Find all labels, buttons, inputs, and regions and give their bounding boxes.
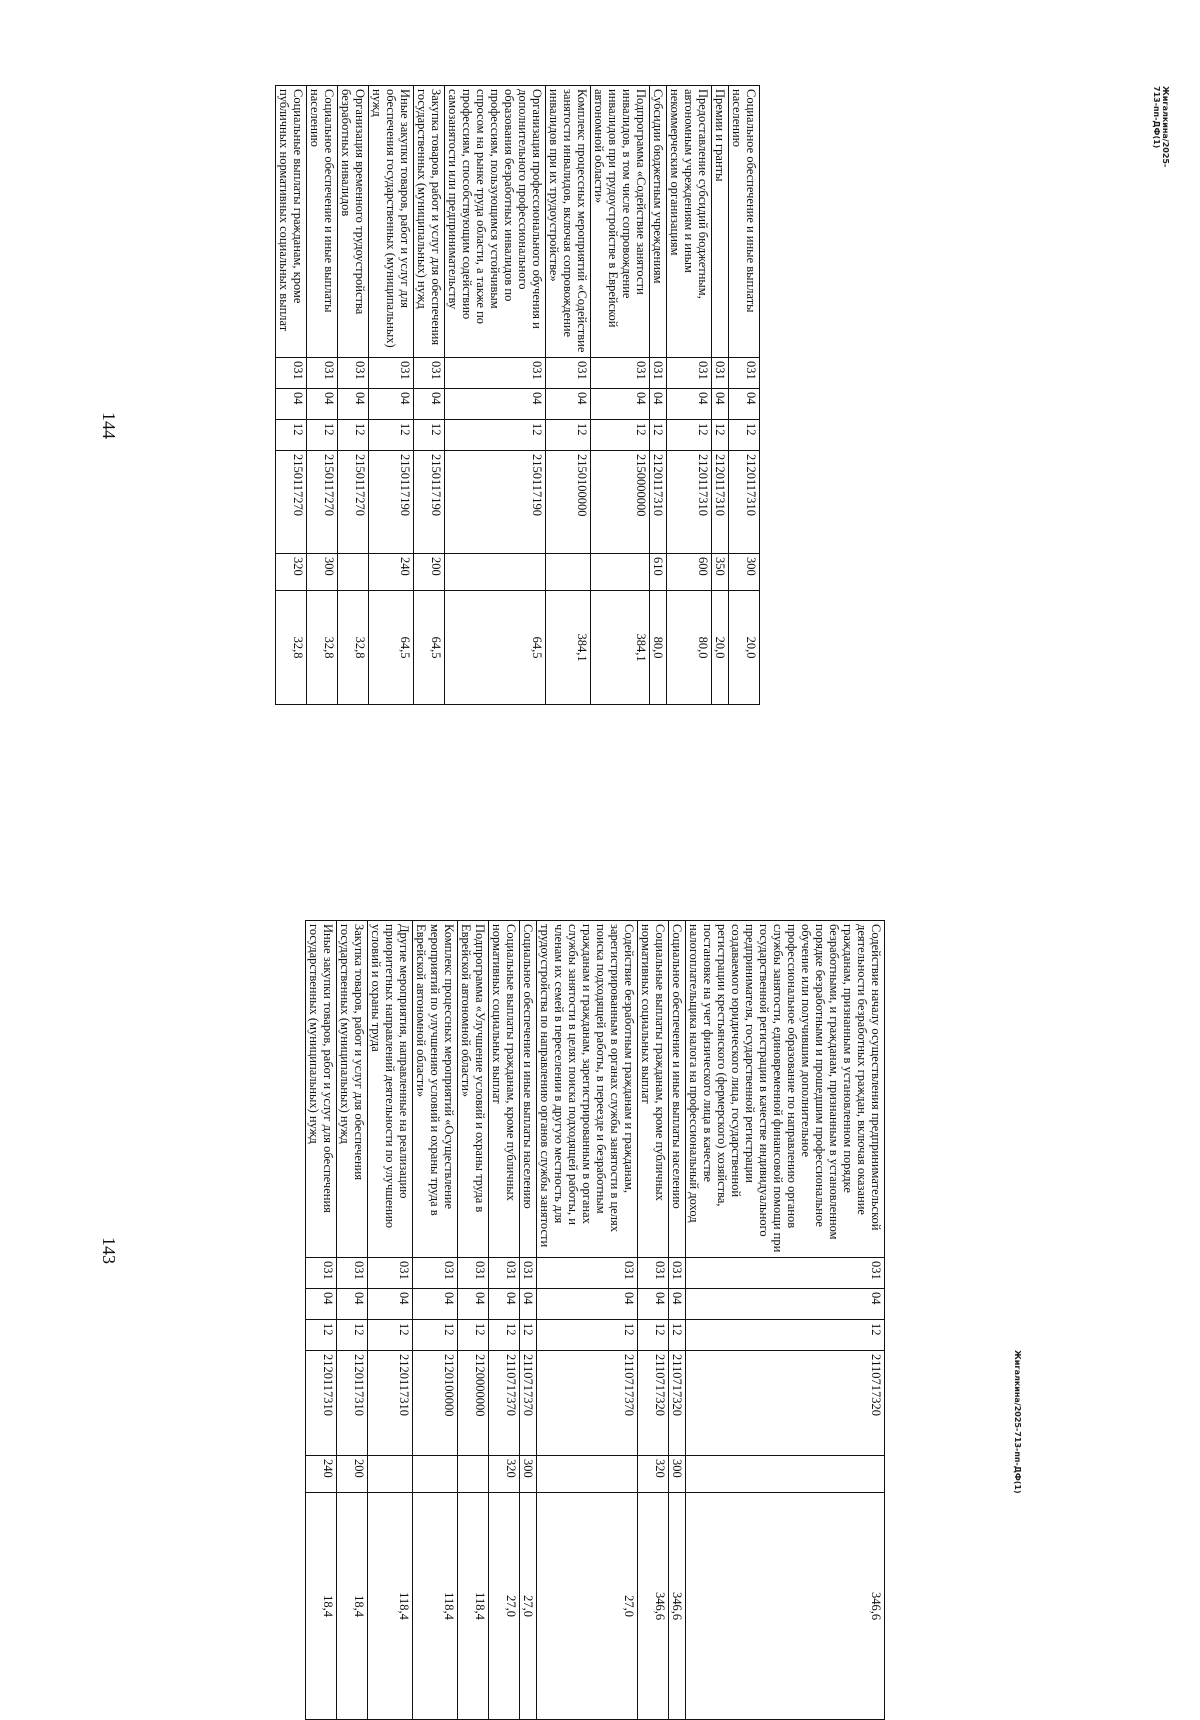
section-code-cell: 04 (413, 1289, 458, 1320)
table-row (338, 86, 369, 705)
table-row (591, 86, 650, 705)
section-code-cell: 04 (686, 1289, 885, 1320)
expense-type-cell: 300 (307, 554, 338, 591)
ved-code-cell: 031 (276, 358, 307, 389)
expense-type-cell (368, 1456, 413, 1493)
expense-type-cell (338, 554, 369, 591)
section-code-cell: 04 (537, 1289, 638, 1320)
amount-cell: 346,6 (686, 1493, 885, 1720)
ved-code-cell: 031 (591, 358, 650, 389)
row-name-cell: Социальное обеспечение и иные выплаты населению (669, 921, 686, 1258)
expense-type-cell: 350 (712, 554, 729, 591)
amount-cell: 80,0 (667, 591, 712, 705)
budget-table-page-144 (100, 85, 760, 705)
amount-cell: 346,6 (638, 1493, 669, 1720)
section-code-cell: 04 (276, 389, 307, 420)
budget-table (275, 85, 760, 705)
table-row (546, 86, 591, 705)
table-row (520, 921, 537, 1720)
subsection-code-cell: 12 (489, 1320, 520, 1351)
ved-code-cell: 031 (546, 358, 591, 389)
row-name-cell: Социальное обеспечение и иные выплаты населению (307, 86, 338, 358)
amount-cell: 384,1 (546, 591, 591, 705)
row-name-cell: Иные закупки товаров, работ и услуг для обеспечения государственных (муниципальных) нужд (306, 921, 337, 1258)
ved-code-cell: 031 (413, 1258, 458, 1289)
amount-cell: 18,4 (337, 1493, 368, 1720)
row-name-cell: Иные закупки товаров, работ и услуг для обеспечения государственных (муниципальных) нужд (369, 86, 414, 358)
footer-code: Жигалкина/2025-713-пп-ДФ(1) (1152, 86, 1170, 168)
row-name-cell: Предоставление субсидий бюджетным, автономным учреждениям и иным некоммерческим организациям (667, 86, 712, 358)
budget-table-page-143 (115, 920, 885, 1720)
row-name-cell: Содействие безработным гражданам и гражданам, зарегистрированным в органах службы занятости в целях поиска подходящей работы, в переезде и безработным гражданам и гражданам, зарегистрированным в органах службы занятости в целях поиска подходящей работы, и членам их семей в переселении в другую местность для трудоустройства по направлению органов службы занятости (537, 921, 638, 1258)
amount-cell: 27,0 (537, 1493, 638, 1720)
expense-type-cell: 320 (276, 554, 307, 591)
table-row (307, 86, 338, 705)
section-code-cell: 04 (520, 1289, 537, 1320)
table-row (537, 921, 638, 1720)
table-row (276, 86, 307, 705)
target-article-cell: 2150117270 (307, 451, 338, 554)
target-article-cell: 2150117190 (414, 451, 445, 554)
expense-type-cell (413, 1456, 458, 1493)
subsection-code-cell: 12 (537, 1320, 638, 1351)
expense-type-cell: 320 (638, 1456, 669, 1493)
amount-cell: 64,5 (414, 591, 445, 705)
row-name-cell: Закупка товаров, работ и услуг для обеспечения государственных (муниципальных) нужд (414, 86, 445, 358)
row-name-cell: Закупка товаров, работ и услуг для обеспечения государственных (муниципальных) нужд (337, 921, 368, 1258)
subsection-code-cell: 12 (307, 420, 338, 451)
ved-code-cell: 031 (306, 1258, 337, 1289)
subsection-code-cell: 12 (276, 420, 307, 451)
amount-cell: 32,8 (276, 591, 307, 705)
target-article-cell: 2120117310 (650, 451, 667, 554)
row-name-cell: Подпрограмма «Содействие занятости инвалидов, в том числе сопровождение инвалидов при трудоустройстве в Еврейской автономной области» (591, 86, 650, 358)
table-row (458, 921, 489, 1720)
subsection-code-cell: 12 (458, 1320, 489, 1351)
amount-cell: 346,6 (669, 1493, 686, 1720)
expense-type-cell: 610 (650, 554, 667, 591)
table-row (638, 921, 669, 1720)
ved-code-cell: 031 (337, 1258, 368, 1289)
table-row (729, 86, 760, 705)
target-article-cell: 2150100000 (546, 451, 591, 554)
subsection-code-cell: 12 (669, 1320, 686, 1351)
ved-code-cell: 031 (489, 1258, 520, 1289)
ved-code-cell: 031 (537, 1258, 638, 1289)
target-article-cell: 2110717370 (520, 1351, 537, 1456)
row-name-cell: Другие мероприятия, направленные на реализацию приоритетных направлений деятельности по улучшению условий и охраны труда (368, 921, 413, 1258)
target-article-cell: 2120117310 (729, 451, 760, 554)
subsection-code-cell: 12 (638, 1320, 669, 1351)
subsection-code-cell: 12 (729, 420, 760, 451)
table-row (669, 921, 686, 1720)
table-row (306, 921, 337, 1720)
section-code-cell: 04 (307, 389, 338, 420)
section-code-cell: 04 (669, 1289, 686, 1320)
amount-cell: 20,0 (712, 591, 729, 705)
table-row (650, 86, 667, 705)
section-code-cell: 04 (489, 1289, 520, 1320)
ved-code-cell: 031 (686, 1258, 885, 1289)
expense-type-cell: 200 (337, 1456, 368, 1493)
table-row (368, 921, 413, 1720)
target-article-cell: 2120117310 (368, 1351, 413, 1456)
expense-type-cell (445, 554, 546, 591)
page-number-144: 144 (99, 412, 119, 439)
expense-type-cell: 300 (729, 554, 760, 591)
row-name-cell: Социальные выплаты гражданам, кроме публичных нормативных социальных выплат (638, 921, 669, 1258)
subsection-code-cell: 12 (306, 1320, 337, 1351)
target-article-cell: 2120117310 (667, 451, 712, 554)
table-row (445, 86, 546, 705)
section-code-cell: 04 (546, 389, 591, 420)
target-article-cell: 2120000000 (458, 1351, 489, 1456)
expense-type-cell: 300 (669, 1456, 686, 1493)
amount-cell: 32,8 (307, 591, 338, 705)
page-number-143: 143 (99, 1237, 119, 1264)
expense-type-cell: 300 (520, 1456, 537, 1493)
target-article-cell: 2120117310 (337, 1351, 368, 1456)
expense-type-cell (546, 554, 591, 591)
amount-cell: 32,8 (338, 591, 369, 705)
amount-cell: 64,5 (445, 591, 546, 705)
target-article-cell: 2120117310 (712, 451, 729, 554)
target-article-cell: 2110717320 (669, 1351, 686, 1456)
ved-code-cell: 031 (307, 358, 338, 389)
subsection-code-cell: 12 (413, 1320, 458, 1351)
table-row (712, 86, 729, 705)
ved-code-cell: 031 (520, 1258, 537, 1289)
row-name-cell: Организация временного трудоустройства безработных инвалидов (338, 86, 369, 358)
expense-type-cell: 600 (667, 554, 712, 591)
section-code-cell: 04 (445, 389, 546, 420)
amount-cell: 80,0 (650, 591, 667, 705)
subsection-code-cell: 12 (369, 420, 414, 451)
budget-table (305, 920, 885, 1720)
target-article-cell: 2110717370 (537, 1351, 638, 1456)
target-article-cell: 2110717320 (686, 1351, 885, 1456)
amount-cell: 18,4 (306, 1493, 337, 1720)
section-code-cell: 04 (414, 389, 445, 420)
subsection-code-cell: 12 (712, 420, 729, 451)
ved-code-cell: 031 (338, 358, 369, 389)
target-article-cell: 2150000000 (591, 451, 650, 554)
expense-type-cell (686, 1456, 885, 1493)
ved-code-cell: 031 (712, 358, 729, 389)
target-article-cell: 2150117270 (338, 451, 369, 554)
expense-type-cell: 240 (369, 554, 414, 591)
target-article-cell: 2110717370 (489, 1351, 520, 1456)
section-code-cell: 04 (591, 389, 650, 420)
subsection-code-cell: 12 (338, 420, 369, 451)
amount-cell: 118,4 (368, 1493, 413, 1720)
subsection-code-cell: 12 (667, 420, 712, 451)
amount-cell: 64,5 (369, 591, 414, 705)
amount-cell: 118,4 (413, 1493, 458, 1720)
expense-type-cell (458, 1456, 489, 1493)
ved-code-cell: 031 (414, 358, 445, 389)
section-code-cell: 04 (368, 1289, 413, 1320)
expense-type-cell (591, 554, 650, 591)
row-name-cell: Комплекс процессных мероприятий «Осуществление мероприятий по улучшению условий и охраны труда в Еврейской автономной области» (413, 921, 458, 1258)
row-name-cell: Комплекс процессных мероприятий «Содействие занятости инвалидов, включая сопровождение инвалидов при их трудоустройстве» (546, 86, 591, 358)
section-code-cell: 04 (729, 389, 760, 420)
table-row (667, 86, 712, 705)
subsection-code-cell: 12 (368, 1320, 413, 1351)
section-code-cell: 04 (650, 389, 667, 420)
subsection-code-cell: 12 (650, 420, 667, 451)
row-name-cell: Подпрограмма «Улучшение условий и охраны труда в Еврейской автономной области» (458, 921, 489, 1258)
row-name-cell: Содействие началу осуществления предпринимательской деятельности безработных граждан, включая оказание гражданам, признанным в установленном порядке безработными, и гражданам, признанным в установленном порядке безработными и прошедшим профессиональное обучение или получившим дополнительное профессиональное образование по направлению органов службы занятости, единовременной финансовой помощи при государственной регистрации в качестве индивидуального предпринимателя, государственной регистрации создаваемого юридического лица, государственной регистрации крестьянского (фермерского) хозяйства, постановке на учет физического лица в качестве налогоплательщика налога на профессиональный доход (686, 921, 885, 1258)
target-article-cell: 2120117310 (306, 1351, 337, 1456)
row-name-cell: Премии и гранты (712, 86, 729, 358)
footer-code: Жигалкина/2025-713-пп-ДФ(1) (1013, 1350, 1022, 1494)
target-article-cell: 2120100000 (413, 1351, 458, 1456)
section-code-cell: 04 (712, 389, 729, 420)
expense-type-cell: 240 (306, 1456, 337, 1493)
table-row (489, 921, 520, 1720)
ved-code-cell: 031 (369, 358, 414, 389)
subsection-code-cell: 12 (520, 1320, 537, 1351)
table-row (369, 86, 414, 705)
ved-code-cell: 031 (445, 358, 546, 389)
table-row (414, 86, 445, 705)
ved-code-cell: 031 (638, 1258, 669, 1289)
subsection-code-cell: 12 (591, 420, 650, 451)
subsection-code-cell: 12 (337, 1320, 368, 1351)
ved-code-cell: 031 (650, 358, 667, 389)
section-code-cell: 04 (458, 1289, 489, 1320)
amount-cell: 27,0 (520, 1493, 537, 1720)
table-row (337, 921, 368, 1720)
section-code-cell: 04 (337, 1289, 368, 1320)
ved-code-cell: 031 (458, 1258, 489, 1289)
row-name-cell: Социальное обеспечение и иные выплаты населению (729, 86, 760, 358)
amount-cell: 384,1 (591, 591, 650, 705)
target-article-cell: 2150117270 (276, 451, 307, 554)
table-row (686, 921, 885, 1720)
row-name-cell: Социальные выплаты гражданам, кроме публичных нормативных социальных выплат (276, 86, 307, 358)
expense-type-cell: 200 (414, 554, 445, 591)
subsection-code-cell: 12 (414, 420, 445, 451)
section-code-cell: 04 (667, 389, 712, 420)
ved-code-cell: 031 (729, 358, 760, 389)
target-article-cell: 2150117190 (445, 451, 546, 554)
section-code-cell: 04 (306, 1289, 337, 1320)
row-name-cell: Социальные выплаты гражданам, кроме публичных нормативных социальных выплат (489, 921, 520, 1258)
subsection-code-cell: 12 (546, 420, 591, 451)
section-code-cell: 04 (638, 1289, 669, 1320)
row-name-cell: Социальное обеспечение и иные выплаты населению (520, 921, 537, 1258)
amount-cell: 20,0 (729, 591, 760, 705)
ved-code-cell: 031 (368, 1258, 413, 1289)
ved-code-cell: 031 (667, 358, 712, 389)
expense-type-cell: 320 (489, 1456, 520, 1493)
amount-cell: 118,4 (458, 1493, 489, 1720)
ved-code-cell: 031 (669, 1258, 686, 1289)
amount-cell: 27,0 (489, 1493, 520, 1720)
subsection-code-cell: 12 (445, 420, 546, 451)
row-name-cell: Организация профессионального обучения и дополнительного профессионального образования безработных инвалидов по профессиям, пользующимся устойчивым спросом на рынке труда области, а также по профессиям, способствующим содействию самозанятости или предпринимательству (445, 86, 546, 358)
target-article-cell: 2150117190 (369, 451, 414, 554)
target-article-cell: 2110717320 (638, 1351, 669, 1456)
row-name-cell: Субсидии бюджетным учреждениям (650, 86, 667, 358)
table-row (413, 921, 458, 1720)
section-code-cell: 04 (369, 389, 414, 420)
expense-type-cell (537, 1456, 638, 1493)
subsection-code-cell: 12 (686, 1320, 885, 1351)
section-code-cell: 04 (338, 389, 369, 420)
